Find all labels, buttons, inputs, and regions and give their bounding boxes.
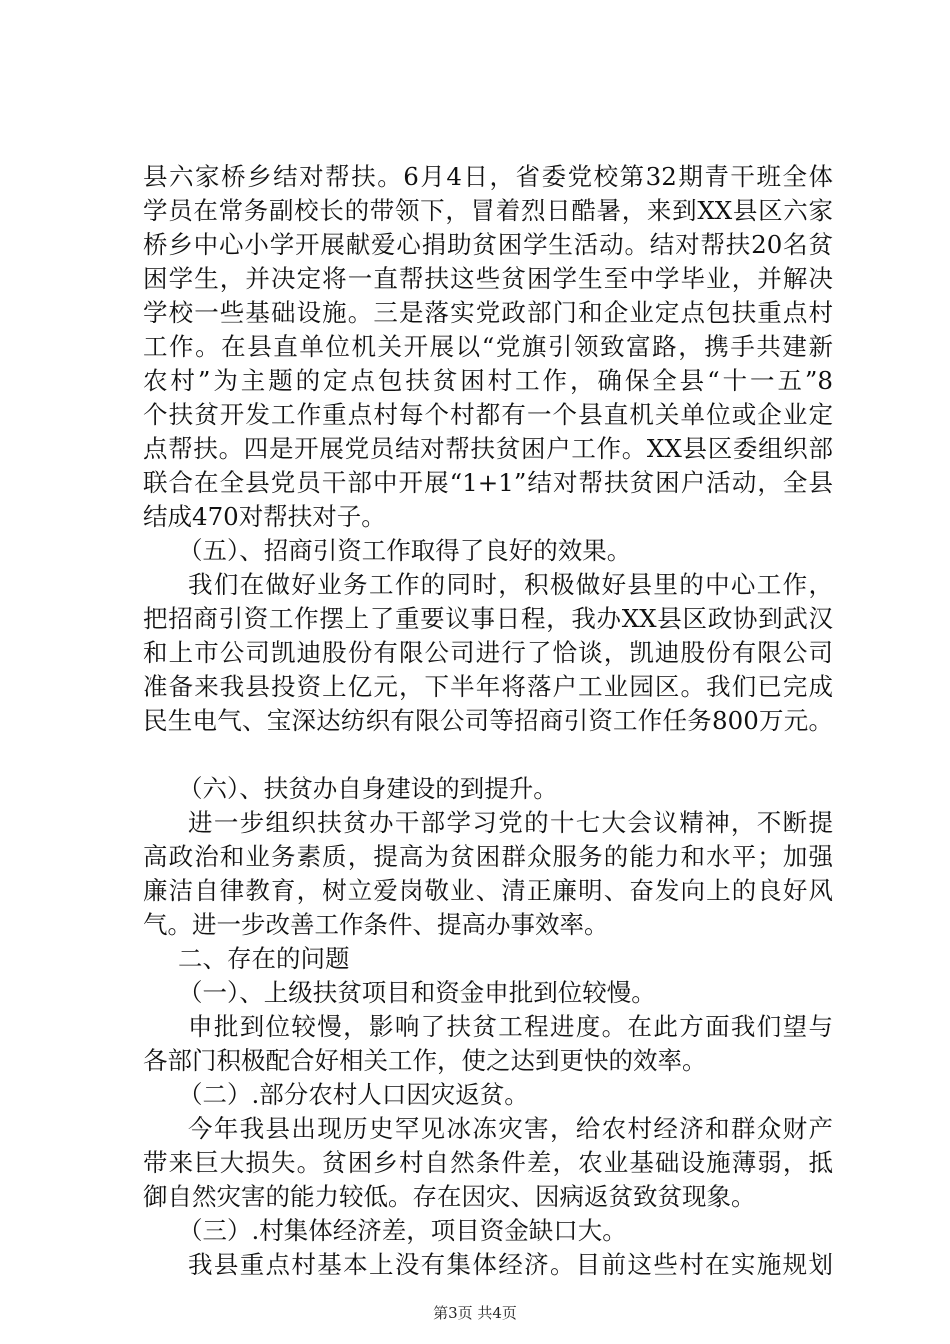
text-line: 县六家桥乡结对帮扶。6月4日，省委党校第32期青干班全体: [143, 162, 833, 191]
text-line: 和上市公司凯迪股份有限公司进行了恰谈，凯迪股份有限公司: [143, 638, 833, 667]
page-footer: 第3页 共4页: [433, 1304, 517, 1322]
text-line: 准备来我县投资上亿元，下半年将落户工业园区。我们已完成: [143, 672, 833, 701]
text-line: 各部门积极配合好相关工作，使之达到更快的效率。: [143, 1046, 707, 1075]
text-line: （五）、招商引资工作取得了良好的效果。: [178, 536, 632, 565]
text-line: 我县重点村基本上没有集体经济。目前这些村在实施规划: [188, 1250, 833, 1279]
text-line: 进一步组织扶贫办干部学习党的十七大会议精神，不断提: [188, 808, 833, 837]
text-line: 个扶贫开发工作重点村每个村都有一个县直机关单位或企业定: [143, 400, 833, 429]
text-line: 联合在全县党员干部中开展“1+1”结对帮扶贫困户活动，全县: [143, 468, 833, 497]
text-line: 今年我县出现历史罕见冰冻灾害，给农村经济和群众财产: [188, 1114, 833, 1143]
text-line: 廉洁自律教育，树立爱岗敬业、清正廉明、奋发向上的良好风: [143, 876, 833, 905]
text-line: 高政治和业务素质，提高为贫困群众服务的能力和水平；加强: [143, 842, 833, 871]
blank-line: [143, 738, 833, 772]
text-line: 桥乡中心小学开展献爱心捐助贫困学生活动。结对帮扶20名贫: [143, 230, 833, 259]
text-line: 二、存在的问题: [178, 944, 350, 973]
document-body: [143, 160, 833, 1282]
text-line: 民生电气、宝深达纺织有限公司等招商引资工作任务800万元。: [143, 706, 833, 735]
text-line: 带来巨大损失。贫困乡村自然条件差，农业基础设施薄弱，抵: [143, 1148, 833, 1177]
text-line: 农村”为主题的定点包扶贫困村工作，确保全县“十一五”8: [143, 366, 833, 395]
text-line: 学员在常务副校长的带领下，冒着烈日酷暑，来到XX县区六家: [143, 196, 833, 225]
text-line: 申批到位较慢，影响了扶贫工程进度。在此方面我们望与: [188, 1012, 833, 1041]
text-line: （一）、上级扶贫项目和资金申批到位较慢。: [178, 978, 656, 1007]
text-line: 御自然灾害的能力较低。存在因灾、因病返贫致贫现象。: [143, 1182, 756, 1211]
text-line: 把招商引资工作摆上了重要议事日程，我办XX县区政协到武汉: [143, 604, 833, 633]
text-line: 我们在做好业务工作的同时，积极做好县里的中心工作，: [188, 570, 833, 599]
text-line: 气。进一步改善工作条件、提高办事效率。: [143, 910, 609, 939]
text-line: 结成470对帮扶对子。: [143, 502, 386, 531]
text-line: 点帮扶。四是开展党员结对帮扶贫困户工作。XX县区委组织部: [143, 434, 833, 463]
text-line: （六）、扶贫办自身建设的到提升。: [178, 774, 558, 803]
text-line: 学校一些基础设施。三是落实党政部门和企业定点包扶重点村: [143, 298, 833, 327]
text-line: （二）.部分农村人口因灾返贫。: [178, 1080, 529, 1109]
text-line: （三）.村集体经济差，项目资金缺口大。: [178, 1216, 627, 1245]
text-line: 工作。在县直单位机关开展以“党旗引领致富路，携手共建新: [143, 332, 833, 361]
text-line: 困学生，并决定将一直帮扶这些贫困学生至中学毕业，并解决: [143, 264, 833, 293]
